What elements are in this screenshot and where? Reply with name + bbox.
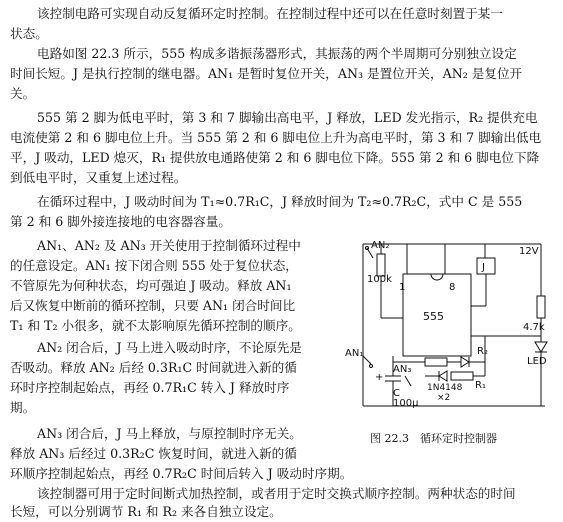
text-line: 平，J 吸动，LED 熄灭，R₁ 提供放电通路使第 2 和 6 脚电位下降。555 第 2 和 6 脚电位下降 <box>10 150 540 165</box>
text-line: 555 第 2 脚为低电平时，第 3 和 7 脚输出高电平，J 释放，LED 发光指示，R₂ 提供充电 <box>37 110 538 125</box>
label-c: C <box>393 388 400 399</box>
label-an3: AN₃ <box>393 364 412 375</box>
label-r1: R₁ <box>475 380 486 391</box>
circuit-diagram <box>345 236 560 426</box>
label-led: LED <box>527 356 547 367</box>
text-line: 该控制器可用于定时间断式加热控制，或者用于定时交换式顺序控制。两种状态的时间 <box>37 486 516 501</box>
text-line: 关。 <box>10 86 36 101</box>
label-4-7k: 4.7k <box>523 322 545 333</box>
text-line: 否吸动。释放 AN₂ 后经 0.3R₁C 时间就进入新的循 <box>10 360 297 375</box>
text-line: 环时序控制起始点，再经 0.7R₁C 转入 J 释放时序 <box>10 380 290 395</box>
label-plus: + <box>375 372 384 383</box>
text-line: 到低电平时，又重复上述过程。 <box>10 170 187 185</box>
text-line: T₁ 和 T₂ 小很多，就不太影响原先循环控制的顺序。 <box>10 318 301 333</box>
label-x2: ×2 <box>437 393 451 403</box>
text-line: 的任意设定。AN₁ 按下闭合则 555 处于复位状态， <box>10 258 298 273</box>
label-12v: 12V <box>519 246 539 257</box>
label-r2: R₂ <box>477 346 488 357</box>
text-line: 环顺序控制起始点，再经 0.7R₂C 时间后转入 J 吸动时序期。 <box>10 466 353 481</box>
text-line: 状态。 <box>10 26 48 41</box>
text-line: 电流使第 2 和 6 脚电位上升。当 555 第 2 和 6 脚电位上升为高电平时，第 3 和 7 脚输出低电 <box>10 130 542 145</box>
label-100k: 100k <box>367 274 392 285</box>
text-line: 期。 <box>10 400 36 415</box>
text-line: AN₃ 闭合后，J 马上释放，与原控制时序无关。 <box>37 426 302 441</box>
label-pin8: 8 <box>449 282 456 293</box>
label-pin1: 1 <box>399 282 406 293</box>
label-an1: AN₁ <box>345 348 364 359</box>
text-line: 该控制电路可实现自动反复循环定时控制。在控制过程中还可以在任意时刻置于某一 <box>37 6 503 21</box>
label-an2: AN₂ <box>371 240 390 251</box>
text-line: AN₁、AN₂ 及 AN₃ 开关使用于控制循环过程中 <box>37 238 301 253</box>
label-555: 555 <box>423 310 444 323</box>
text-line: 不管原先为何种状态，均可强迫 J 吸动。释放 AN₁ <box>10 278 292 293</box>
text-line: 在循环过程中，J 吸动时间为 T₁≈0.7R₁C，J 释放时间为 T₂≈0.7R₂C，式中 C 是 555 <box>37 194 523 209</box>
label-1n4148: 1N4148 <box>427 383 463 393</box>
text-line: 第 2 和 6 脚外接连接地的电容器容量。 <box>10 214 231 229</box>
text-line: 释放 AN₃ 后经过 0.3R₂C 恢复时间，就进入新的循 <box>10 446 297 461</box>
text-line: AN₂ 闭合后，J 马上进入吸动时序，不论原先是 <box>37 340 302 355</box>
label-j: J <box>482 262 485 273</box>
figure-caption: 图 22.3 循环定时控制器 <box>370 432 497 445</box>
label-100u: 100μ <box>393 398 419 409</box>
text-line: 后又恢复中断前的循环控制，只要 AN₁ 闭合时间比 <box>10 298 296 313</box>
text-line: 时间长短。J 是执行控制的继电器。AN₁ 是暂时复位开关，AN₃ 是置位开关，AN₂ 是复位开 <box>10 66 523 81</box>
text-line: 长短，可以分别调节 R₁ 和 R₂ 来各自独立设定。 <box>10 504 282 519</box>
text-line: 电路如图 22.3 所示，555 构成多谐振荡器形式，其振荡的两个半周期可分别独立设定 <box>37 46 517 61</box>
